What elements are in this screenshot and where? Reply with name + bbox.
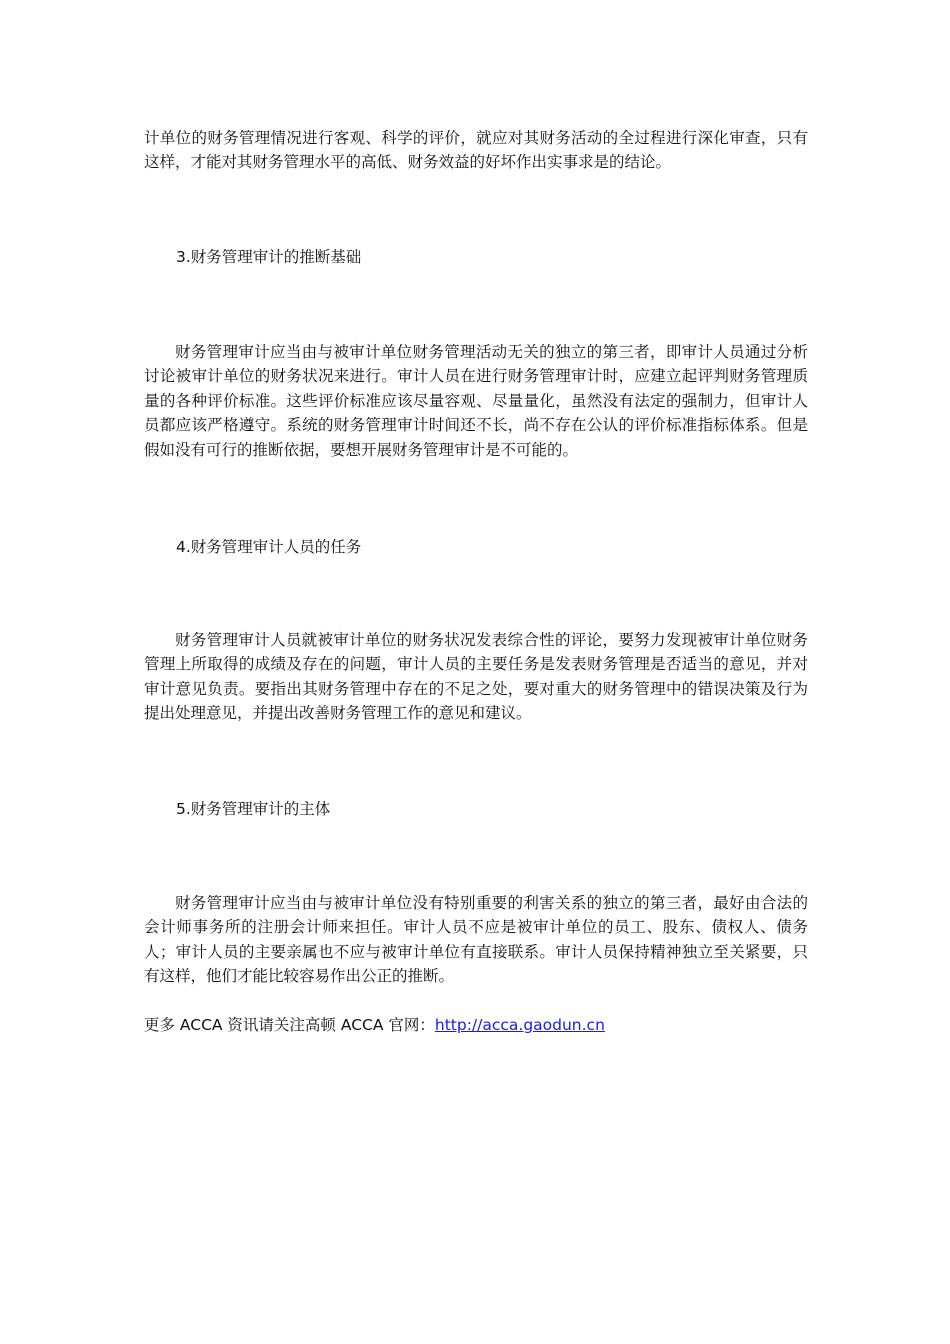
footer-text: 更多 ACCA 资讯请关注高顿 ACCA 官网： <box>144 1016 435 1034</box>
section-heading-5: 5.财务管理审计的主体 <box>176 800 331 818</box>
paragraph-section-5: 财务管理审计应当由与被审计单位没有特别重要的利害关系的独立的第三者，最好由合法的会计师事务所的注册会计师来担任。审计人员不应是被审计单位的员工、股东、债权人、债务人；审计人员的主要亲属也不应与被审计单位有直接联系。审计人员保持精神独立至关紧要，只有这样，他们才能比较容易作出公正的推断。 <box>144 894 808 986</box>
section-heading-4: 4.财务管理审计人员的任务 <box>176 538 362 556</box>
paragraph-intro: 计单位的财务管理情况进行客观、科学的评价，就应对其财务活动的全过程进行深化审查，只有这样，才能对其财务管理水平的高低、财务效益的好坏作出实事求是的结论。 <box>144 129 808 172</box>
paragraph-section-4: 财务管理审计人员就被审计单位的财务状况发表综合性的评论，要努力发现被审计单位财务管理上所取得的成绩及存在的问题，审计人员的主要任务是发表财务管理是否适当的意见，并对审计意见负责。要指出其财务管理中存在的不足之处，要对重大的财务管理中的错误决策及行为提出处理意见，并提出改善财务管理工作的意见和建议。 <box>144 631 808 723</box>
website-link[interactable]: http://acca.gaodun.cn <box>434 1016 605 1034</box>
section-heading-3: 3.财务管理审计的推断基础 <box>176 248 362 266</box>
footer-line <box>144 1013 605 1037</box>
paragraph-section-3: 财务管理审计应当由与被审计单位财务管理活动无关的独立的第三者，即审计人员通过分析讨论被审计单位的财务状况来进行。审计人员在进行财务管理审计时，应建立起评判财务管理质量的各种评价标准。这些评价标准应该尽量容观、尽量量化，虽然没有法定的强制力，但审计人员都应该严格遵守。系统的财务管理审计时间还不长，尚不存在公认的评价标准指标体系。但是假如没有可行的推断依据，要想开展财务管理审计是不可能的。 <box>144 343 808 459</box>
